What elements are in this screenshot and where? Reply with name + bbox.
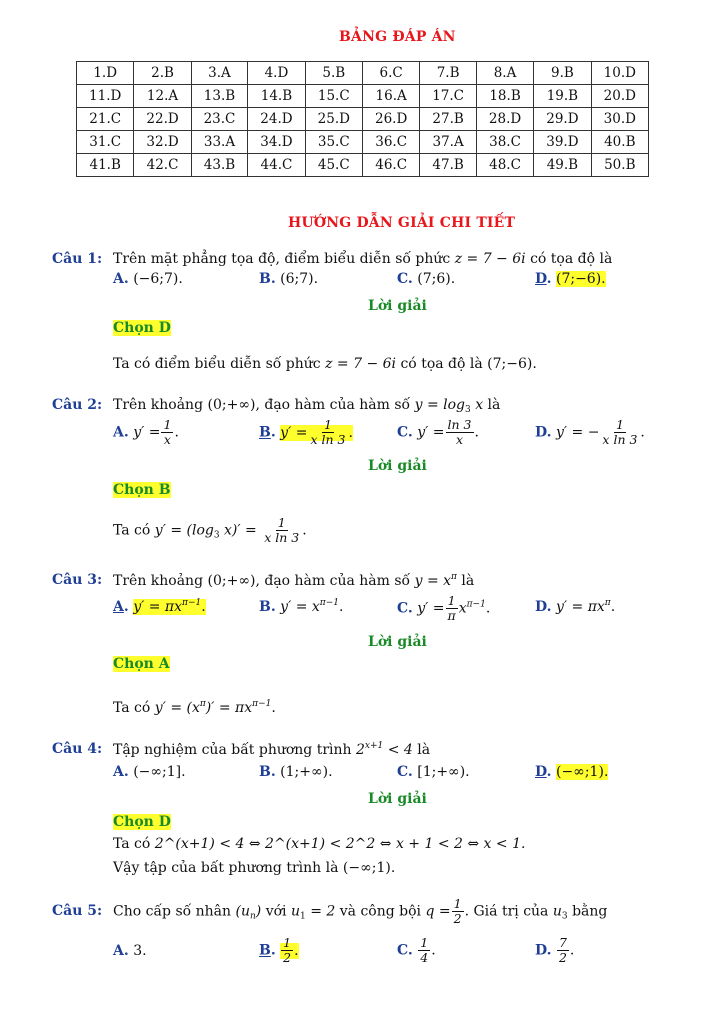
q4-solution-label: Lời giải [368,791,427,807]
answer-cell: 38.C [476,131,533,154]
q2-solution: Ta có $y' = (\log_3$ x)′ = $\frac{1}{\text{x ln 3}}$ . [113,515,307,545]
answer-cell: 24.D [248,108,305,131]
answer-cell: 18.B [476,85,533,108]
answer-cell: 48.C [476,154,533,177]
answer-cell: 4.D [248,62,305,85]
q2-stem: Trên khoảng (0;+∞), đạo hàm của hàm số $y = \log_3 x$ là [113,397,501,415]
q3-stem: Trên khoảng (0;+∞), đạo hàm của hàm số $y = x^\pi$ là [113,572,475,589]
answer-cell: 32.D [134,131,191,154]
answer-row [77,62,649,85]
answer-cell: 41.B [77,154,134,177]
answer-cell: 30.D [591,108,648,131]
q3-option-b[interactable]: B. $y' = x^{\pi-1}$. [259,598,344,615]
q2-option-b[interactable]: B. y′ = $\frac{1}{\text{x ln 3}}$ . [259,417,353,447]
q4-choose: Chọn D [113,814,171,830]
q5-stem: Cho cấp số nhân $(u_n)$ với $u_1 = 2$ và công bội q = $\frac{1}{2}$ . Giá trị của $u_3$ bằng [113,896,608,926]
q3-option-a[interactable]: A. $y' = \pi x^{\pi-1}$. [113,598,206,615]
answer-cell: 36.C [362,131,419,154]
answer-cell: 28.D [476,108,533,131]
answer-row [77,131,649,154]
answer-cell: 17.C [420,85,477,108]
answer-row [77,85,649,108]
answer-cell: 37.A [420,131,477,154]
q1-option-d[interactable]: D. (7;−6). [535,271,606,287]
q4-option-b[interactable]: B. (1;+∞). [259,764,333,780]
answer-cell: 10.D [591,62,648,85]
answer-cell: 29.D [534,108,591,131]
q5-option-c[interactable]: C. $\frac{1}{4}$ . [397,935,436,965]
q5-option-a[interactable]: A. 3. [113,943,147,959]
answer-cell: 20.D [591,85,648,108]
q3-solution: Ta có $y' = (x^\pi)' = \pi x^{\pi-1}$. [113,699,276,716]
q1-option-c[interactable]: C. (7;6). [397,271,456,287]
answer-cell: 31.C [77,131,134,154]
q5-option-d[interactable]: D. $\frac{7}{2}$ . [535,935,575,965]
q1-option-b[interactable]: B. (6;7). [259,271,319,287]
answer-table [76,61,649,177]
answer-cell: 19.B [534,85,591,108]
q1-stem: Trên mặt phẳng tọa độ, điểm biểu diễn số phức z = 7 − 6i có tọa độ là [113,251,613,267]
answer-cell: 14.B [248,85,305,108]
q3-option-d[interactable]: D. $y' = \pi x^\pi$. [535,598,616,615]
q1-option-a[interactable]: A. (−6;7). [113,271,183,287]
q5-label: Câu 5: [52,903,103,919]
answer-cell: 35.C [305,131,362,154]
answer-cell: 27.B [420,108,477,131]
answer-cell: 7.B [420,62,477,85]
answer-cell: 34.D [248,131,305,154]
q2-option-a[interactable]: A. y′ = $\frac{1}{x}$ . [113,417,179,447]
answer-cell: 40.B [591,131,648,154]
q2-choose: Chọn B [113,482,171,498]
q4-stem: Tập nghiệm của bất phương trình $2^{x+1} < 4$ là [113,741,431,758]
q4-option-c[interactable]: C. [1;+∞). [397,764,470,780]
answer-row [77,108,649,131]
answer-row [77,154,649,177]
q3-choose: Chọn A [113,656,170,672]
answer-cell: 9.B [534,62,591,85]
answer-cell: 49.B [534,154,591,177]
answer-cell: 1.D [77,62,134,85]
q4-solution-line1: Ta có 2^(x+1) < 4 ⇔ 2^(x+1) < 2^2 ⇔ x + 1 < 2 ⇔ x < 1. [113,836,526,852]
q1-solution: Ta có điểm biểu diễn số phức z = 7 − 6i có tọa độ là (7;−6). [113,356,537,372]
q4-option-d[interactable]: D. (−∞;1). [535,764,609,780]
answer-cell: 46.C [362,154,419,177]
answer-title: BẢNG ĐÁP ÁN [339,29,456,45]
answer-cell: 42.C [134,154,191,177]
answer-cell: 15.C [305,85,362,108]
answer-cell: 39.D [534,131,591,154]
answer-cell: 13.B [191,85,248,108]
answer-cell: 23.C [191,108,248,131]
answer-cell: 47.B [420,154,477,177]
q4-option-a[interactable]: A. (−∞;1]. [113,764,186,780]
q2-label: Câu 2: [52,397,103,413]
q1-label: Câu 1: [52,251,103,267]
guide-title: HƯỚNG DẪN GIẢI CHI TIẾT [288,215,516,231]
q2-option-c[interactable]: C. y′ = $\frac{\ln 3}{x}$ . [397,417,479,447]
answer-cell: 50.B [591,154,648,177]
q4-label: Câu 4: [52,741,103,757]
answer-cell: 3.A [191,62,248,85]
answer-cell: 43.B [191,154,248,177]
q1-solution-label: Lời giải [368,298,427,314]
answer-cell: 2.B [134,62,191,85]
answer-cell: 16.A [362,85,419,108]
answer-cell: 21.C [77,108,134,131]
answer-cell: 25.D [305,108,362,131]
answer-cell: 45.C [305,154,362,177]
q3-option-c[interactable]: C. y′ = $\frac{1}{\pi}$ $x^{\pi-1}$. [397,593,491,623]
q1-choose: Chọn D [113,320,171,336]
q4-solution-expression: 2^(x+1) < 4 ⇔ 2^(x+1) < 2^2 ⇔ x + 1 < 2 ⇔ x < 1. [154,836,526,852]
answer-cell: 12.A [134,85,191,108]
q2-solution-label: Lời giải [368,458,427,474]
answer-cell: 44.C [248,154,305,177]
q3-label: Câu 3: [52,572,103,588]
q3-solution-label: Lời giải [368,634,427,650]
q2-option-d[interactable]: D. y′ = − $\frac{1}{\text{x ln 3}}$ . [535,417,645,447]
answer-cell: 11.D [77,85,134,108]
answer-cell: 5.B [305,62,362,85]
answer-cell: 22.D [134,108,191,131]
answer-cell: 26.D [362,108,419,131]
answer-cell: 33.A [191,131,248,154]
q5-option-b[interactable]: B. $\frac{1}{2}$ . [259,935,299,965]
answer-cell: 8.A [476,62,533,85]
answer-cell: 6.C [362,62,419,85]
q4-solution-line2: Vậy tập của bất phương trình là (−∞;1). [113,860,396,876]
